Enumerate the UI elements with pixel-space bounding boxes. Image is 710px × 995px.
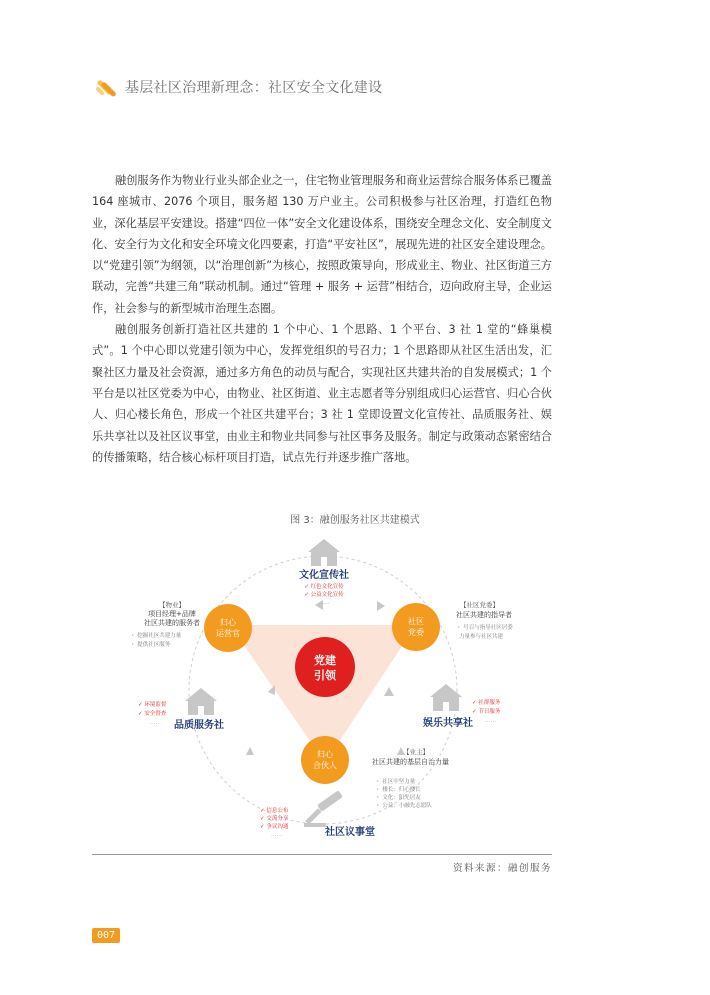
hall-item-1: ✓ 信息公布 bbox=[260, 808, 289, 814]
dangwei-tag: 【社区党委】 bbox=[460, 601, 499, 609]
hall-more: …… bbox=[271, 832, 282, 838]
left-node-line2: 运营官 bbox=[216, 629, 240, 638]
left-club-title: 品质服务社 bbox=[174, 720, 224, 731]
left-node-line1: 归心 bbox=[220, 618, 236, 627]
bottom-node-line1: 归心 bbox=[317, 750, 333, 759]
dangwei-item-1: ・ 号召与指导社区居委 bbox=[456, 625, 513, 631]
body-text bbox=[92, 170, 552, 468]
source-note: 资料来源：融创服务 bbox=[452, 863, 552, 874]
right-node-line1: 社区 bbox=[408, 617, 424, 626]
figure-caption: 图 3：融创服务社区共建模式 bbox=[290, 515, 420, 526]
right-club-item-2: ✓ 节日服务 bbox=[472, 709, 501, 715]
center-node-line1: 党建 bbox=[314, 654, 336, 667]
yezhu-tag: 【业主】 bbox=[403, 748, 429, 756]
wuye-tag: 【物业】 bbox=[159, 601, 185, 609]
wuye-line1: 项目经理+品牌 bbox=[148, 610, 196, 618]
wuye-item-2: ・ 提供社区服务 bbox=[130, 642, 171, 648]
house-icon bbox=[430, 684, 462, 711]
right-club-title: 娱乐共享社 bbox=[423, 718, 473, 729]
community-model-diagram bbox=[92, 525, 552, 845]
house-icon bbox=[185, 688, 217, 715]
yezhu-item-1: ・ 社区中坚力量 bbox=[375, 779, 416, 785]
top-club-item-1: ✓ 红色文化宣传 bbox=[304, 584, 344, 590]
dangwei-line1: 社区共建的指导者 bbox=[456, 611, 512, 619]
brand-logo-icon bbox=[93, 74, 119, 100]
right-club-more: …… bbox=[485, 718, 496, 724]
house-icon bbox=[308, 539, 340, 566]
left-club-item-1: ✓ 环境监督 bbox=[138, 702, 167, 708]
yezhu-item-2: ・ 楼长：归心楼长 bbox=[375, 787, 421, 793]
top-club-title: 文化宣传社 bbox=[299, 570, 349, 581]
yezhu-item-3: ・ 文化：阳光居友 bbox=[375, 795, 421, 801]
dangwei-item-2: 力量参与社区共建 bbox=[459, 634, 504, 640]
right-node-line2: 党委 bbox=[408, 628, 424, 637]
gavel-icon bbox=[304, 790, 343, 827]
paragraph-2: 融创服务创新打造社区共建的 1 个中心、1 个思路、1 个平台、3 社 1 堂的“蜂巢模式”。1 个中心即以党建引领为中心，发挥党组织的号召力；1 个思路即从社区生活出发，汇聚社区力量及社会资源，通过多方角色的动员与配合，实现社区共建共治的自发展模式；1 个平台是以社区党委为中心，由物业、社区街道、业主志愿者等分别组成归心运营官、归心合伙人、归心楼长角色，形成一个社区共建平台；3 社 1 堂即设置文化宣传社、品质服务社、娱乐共享社以及社区议事堂，由业主和物业共同参与社区事务及服务。制定与政策动态紧密结合的传播策略，结合核心标杆项目打造，试点先行并逐步推广落地。 bbox=[92, 323, 552, 464]
right-node bbox=[392, 603, 440, 651]
bottom-node-line2: 合伙人 bbox=[313, 761, 337, 770]
paragraph-1: 融创服务作为物业行业头部企业之一，住宅物业管理服务和商业运营综合服务体系已覆盖 164 座城市、2076 个项目，服务超 130 万户业主。公司积极参与社区治理，打造红色物业，深化基层平安建设。搭建“四位一体”安全文化建设体系，围绕安全理念文化、安全制度文化、安全行为文化和安全环境文化四要素，打造“平安社区”，展现先进的社区安全建设理念。以“党建引领”为纲领，以“治理创新”为核心，按照政策导向，形成业主、物业、社区街道三方联动，完善“共建三角”联动机制。通过“管理 + 服务 + 运营”相结合，迈向政府主导，企业运作，社会参与的新型城市治理生态圈。 bbox=[92, 174, 552, 315]
center-node bbox=[295, 637, 355, 697]
hall-title: 社区议事堂 bbox=[325, 827, 375, 838]
divider-line bbox=[92, 854, 552, 855]
hall-item-2: ✓ 交流分享 bbox=[260, 816, 289, 822]
left-node bbox=[204, 604, 252, 652]
yezhu-item-4: ・ 公益：小融先志愿队 bbox=[375, 803, 432, 809]
top-club-item-2: ✓ 公益文化宣传 bbox=[304, 592, 344, 598]
page-number: 007 bbox=[92, 928, 120, 943]
left-club-more: …… bbox=[150, 720, 161, 726]
top-club-more: …… bbox=[318, 600, 330, 606]
bottom-node bbox=[301, 736, 349, 784]
header-title: 基层社区治理新理念：社区安全文化建设 bbox=[125, 80, 383, 96]
yezhu-line1: 社区共建的基层自治力量 bbox=[372, 758, 449, 766]
left-club-item-2: ✓ 安全督查 bbox=[138, 711, 167, 717]
wuye-item-1: ・ 挖掘社区共建力量 bbox=[130, 633, 182, 639]
right-club-item-1: ✓ 社群服务 bbox=[472, 700, 501, 706]
wuye-line2: 社区共建的服务者 bbox=[144, 619, 200, 627]
hall-item-3: ✓ 争议沟通 bbox=[260, 824, 289, 830]
center-node-line2: 引领 bbox=[314, 669, 336, 682]
page-header bbox=[93, 72, 382, 102]
